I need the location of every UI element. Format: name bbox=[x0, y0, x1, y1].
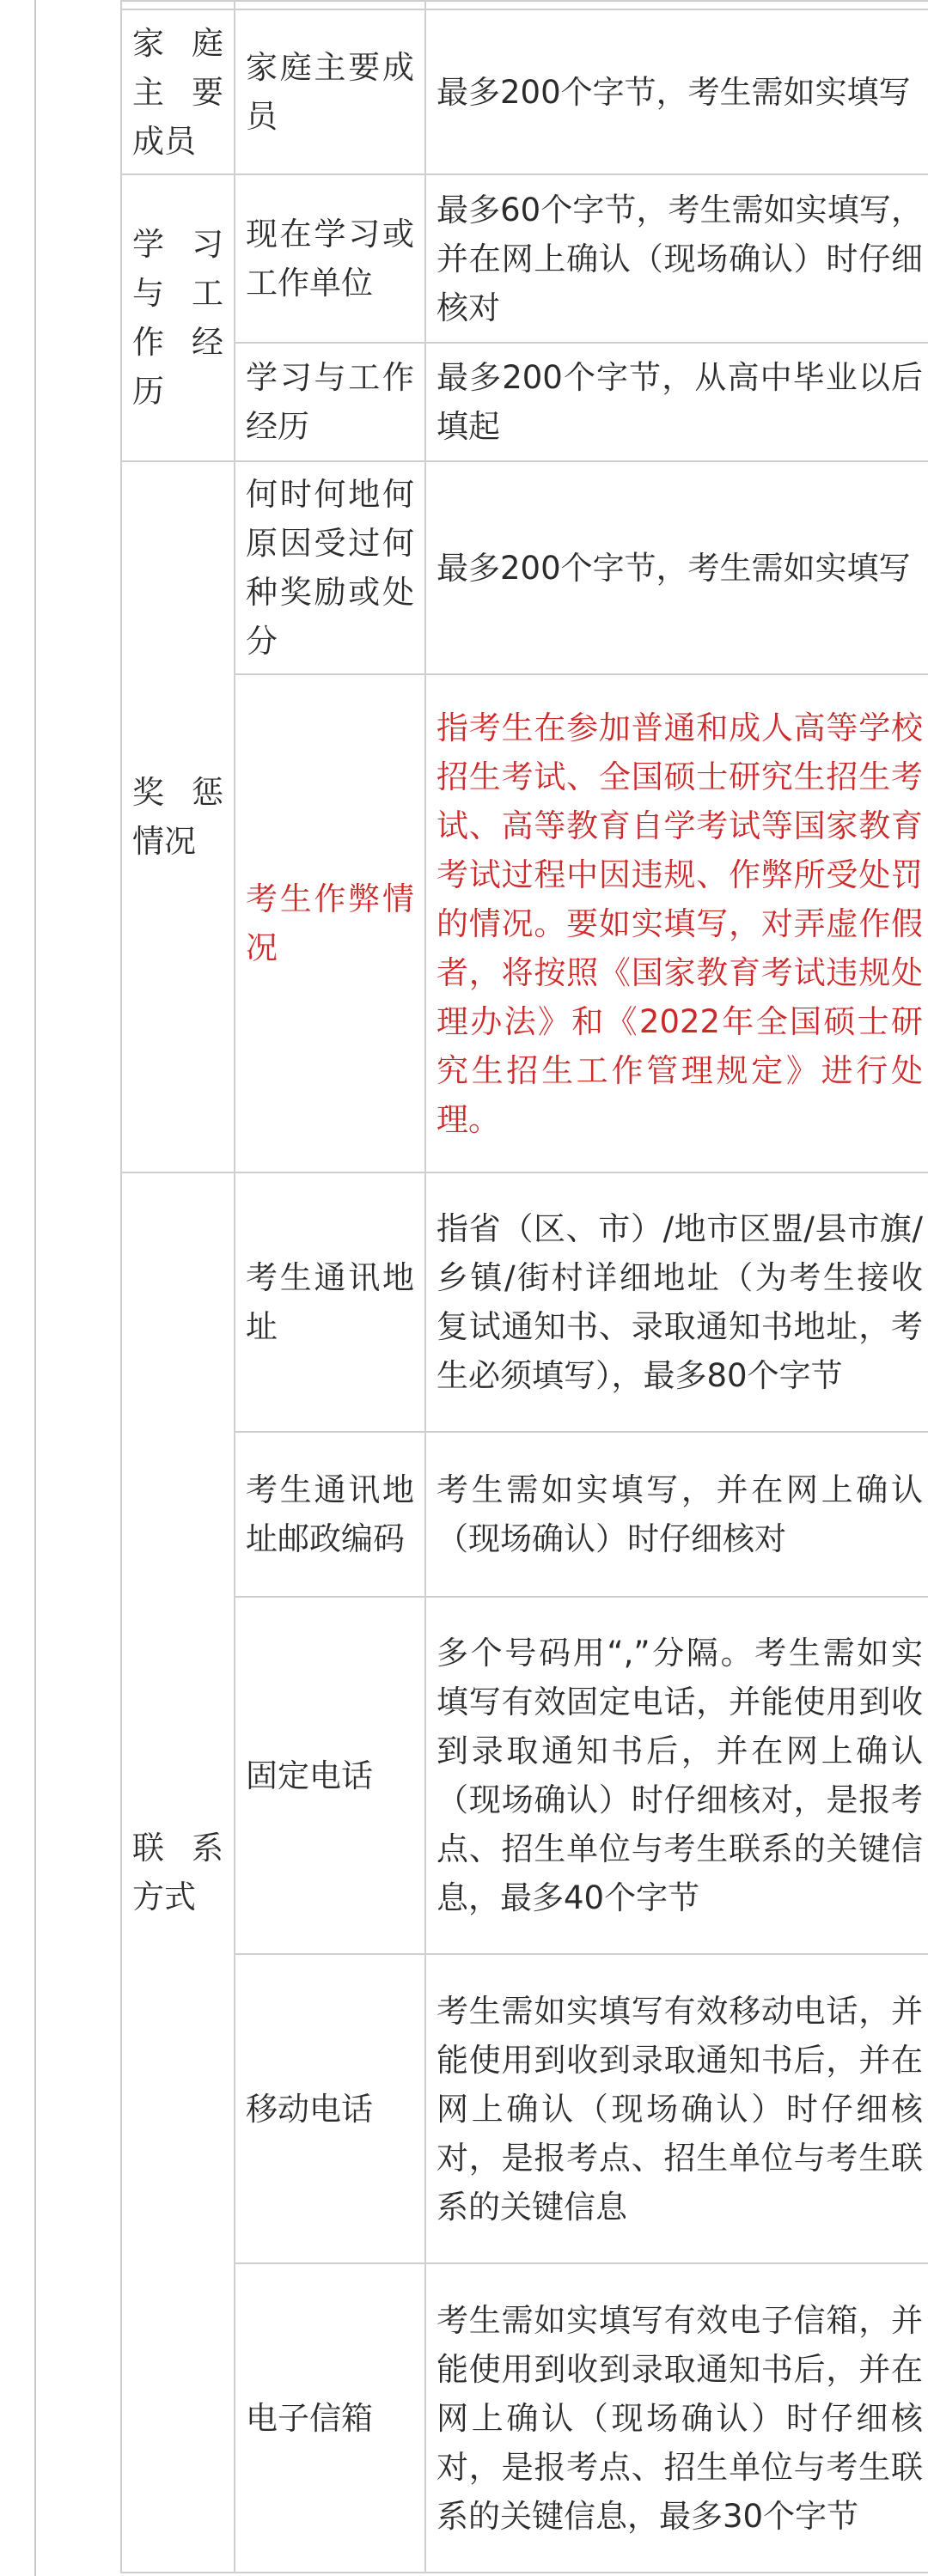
field-cell-landline: 固定电话 bbox=[235, 1597, 425, 1954]
table-row bbox=[121, 9, 928, 174]
table-row bbox=[121, 1432, 928, 1597]
category-cell-reward: 奖惩情况 bbox=[121, 461, 235, 1172]
field-cell-work-unit: 现在学习或工作单位 bbox=[235, 174, 425, 343]
desc-cell-history: 最多200个字节，从高中毕业以后填起 bbox=[425, 343, 928, 461]
table-row bbox=[121, 1597, 928, 1954]
desc-cell-address: 指省（区、市）/地市区盟/县市旗/乡镇/街村详细地址（为考生接收复试通知书、录取通知书地址，考生必须填写），最多80个字节 bbox=[425, 1172, 928, 1432]
table-row bbox=[121, 1172, 928, 1432]
field-cell-mobile: 移动电话 bbox=[235, 1954, 425, 2263]
field-cell-family: 家庭主要成员 bbox=[235, 9, 425, 174]
desc-cell-mobile: 考生需如实填写有效移动电话，并能使用到收到录取通知书后，并在网上确认（现场确认）时仔细核对，是报考点、招生单位与考生联系的关键信息 bbox=[425, 1954, 928, 2263]
desc-cell-work-unit: 最多60个字节，考生需如实填写，并在网上确认（现场确认）时仔细核对 bbox=[425, 174, 928, 343]
table-row bbox=[121, 2263, 928, 2573]
category-cell-study-work: 学习与工作经历 bbox=[121, 174, 235, 461]
desc-cell-landline: 多个号码用“,”分隔。考生需如实填写有效固定电话，并能使用到收到录取通知书后，并在网上确认（现场确认）时仔细核对，是报考点、招生单位与考生联系的关键信息，最多40个字节 bbox=[425, 1597, 928, 1954]
desc-cell-award: 最多200个字节，考生需如实填写 bbox=[425, 461, 928, 674]
top-spacer-row bbox=[121, 1, 928, 9]
desc-cell-postcode: 考生需如实填写，并在网上确认（现场确认）时仔细核对 bbox=[425, 1432, 928, 1597]
desc-cell-cheating: 指考生在参加普通和成人高等学校招生考试、全国硕士研究生招生考试、高等教育自学考试等国家教育考试过程中因违规、作弊所受处罚的情况。要如实填写，对弄虚作假者，将按照《国家教育考试违规处理办法》和《2022年全国硕士研究生招生工作管理规定》进行处理。 bbox=[425, 674, 928, 1172]
field-cell-award: 何时何地何原因受过何种奖励或处分 bbox=[235, 461, 425, 674]
field-spec-table bbox=[120, 0, 928, 2573]
desc-cell-email: 考生需如实填写有效电子信箱，并能使用到收到录取通知书后，并在网上确认（现场确认）时仔细核对，是报考点、招生单位与考生联系的关键信息，最多30个字节 bbox=[425, 2263, 928, 2573]
field-cell-email: 电子信箱 bbox=[235, 2263, 425, 2573]
field-cell-address: 考生通讯地址 bbox=[235, 1172, 425, 1432]
desc-cell-family: 最多200个字节，考生需如实填写 bbox=[425, 9, 928, 174]
category-cell-contact: 联系方式 bbox=[121, 1172, 235, 2573]
table-row bbox=[121, 1954, 928, 2263]
category-cell-family: 家庭主要成员 bbox=[121, 9, 235, 174]
field-cell-postcode: 考生通讯地址邮政编码 bbox=[235, 1432, 425, 1597]
field-cell-history: 学习与工作经历 bbox=[235, 343, 425, 461]
table-row bbox=[121, 343, 928, 461]
field-cell-cheating: 考生作弊情况 bbox=[235, 674, 425, 1172]
table-row bbox=[121, 461, 928, 674]
table-row bbox=[121, 674, 928, 1172]
left-border bbox=[0, 0, 36, 2576]
table-row bbox=[121, 174, 928, 343]
